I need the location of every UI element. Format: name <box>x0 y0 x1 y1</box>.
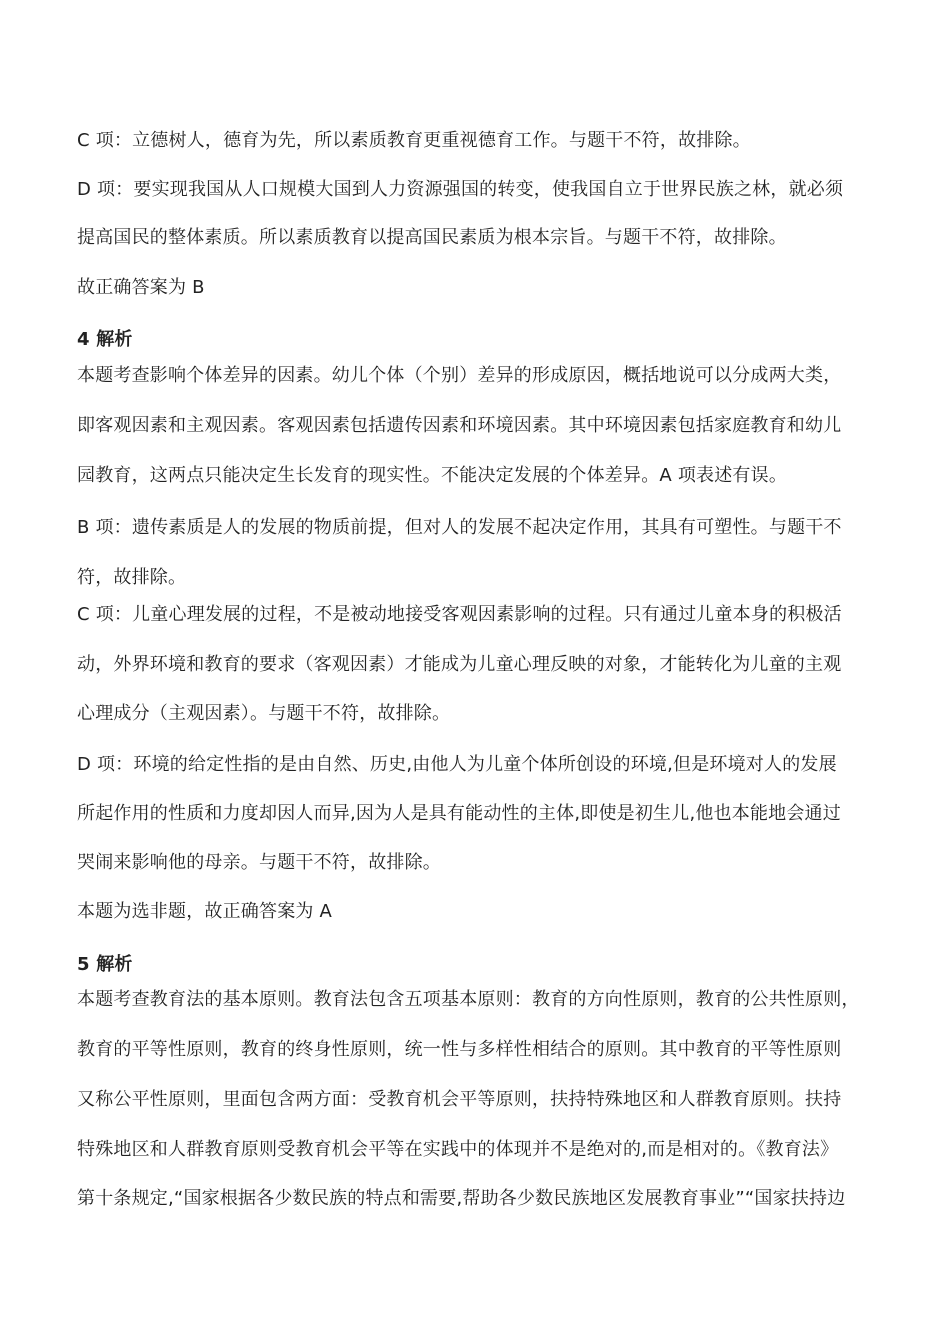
paragraph-line: 特殊地区和人群教育原则受教育机会平等在实践中的体现并不是绝对的,而是相对的。《教育法》 <box>77 1139 839 1160</box>
paragraph-line: 本题为选非题，故正确答案为 A <box>77 901 333 922</box>
paragraph-line: 本题考查教育法的基本原则。教育法包含五项基本原则：教育的方向性原则，教育的公共性原则， <box>77 989 860 1010</box>
paragraph-line: 动，外界环境和教育的要求（客观因素）才能成为儿童心理反映的对象，才能转化为儿童的主观 <box>77 654 842 675</box>
paragraph-line: C 项：儿童心理发展的过程，不是被动地接受客观因素影响的过程。只有通过儿童本身的积极活 <box>77 604 842 625</box>
section-heading: 5 解析 <box>77 954 133 975</box>
paragraph-line: D 项：环境的给定性指的是由自然、历史,由他人为儿童个体所创设的环境,但是环境对人的发展 <box>77 754 837 775</box>
paragraph-line: 教育的平等性原则，教育的终身性原则，统一性与多样性相结合的原则。其中教育的平等性原则 <box>77 1039 842 1060</box>
paragraph-line: 提高国民的整体素质。所以素质教育以提高国民素质为根本宗旨。与题干不符，故排除。 <box>77 227 787 248</box>
paragraph-line: 即客观因素和主观因素。客观因素包括遗传因素和环境因素。其中环境因素包括家庭教育和幼儿 <box>77 415 842 436</box>
paragraph-line: 哭闹来影响他的母亲。与题干不符，故排除。 <box>77 852 441 873</box>
paragraph-line: C 项：立德树人，德育为先，所以素质教育更重视德育工作。与题干不符，故排除。 <box>77 130 751 151</box>
paragraph-line: 第十条规定,“国家根据各少数民族的特点和需要,帮助各少数民族地区发展教育事业”“国家扶持边 <box>77 1188 846 1209</box>
paragraph-line: 所起作用的性质和力度却因人而异,因为人是具有能动性的主体,即使是初生儿,他也本能地会通过 <box>77 803 841 824</box>
paragraph-line: D 项：要实现我国从人口规模大国到人力资源强国的转变，使我国自立于世界民族之林，就必须 <box>77 179 844 200</box>
paragraph-line: 本题考查影响个体差异的因素。幼儿个体（个别）差异的形成原因，概括地说可以分成两大类， <box>77 365 842 386</box>
paragraph-line: B 项：遗传素质是人的发展的物质前提，但对人的发展不起决定作用，其具有可塑性。与题干不 <box>77 517 842 538</box>
paragraph-line: 又称公平性原则，里面包含两方面：受教育机会平等原则，扶持特殊地区和人群教育原则。扶持 <box>77 1089 842 1110</box>
paragraph-line: 园教育，这两点只能决定生长发育的现实性。不能决定发展的个体差异。A 项表述有误。 <box>77 465 788 486</box>
paragraph-line: 故正确答案为 B <box>77 277 205 298</box>
paragraph-line: 符，故排除。 <box>77 567 187 588</box>
paragraph-line: 心理成分（主观因素）。与题干不符，故排除。 <box>77 703 451 724</box>
section-heading: 4 解析 <box>77 329 133 350</box>
